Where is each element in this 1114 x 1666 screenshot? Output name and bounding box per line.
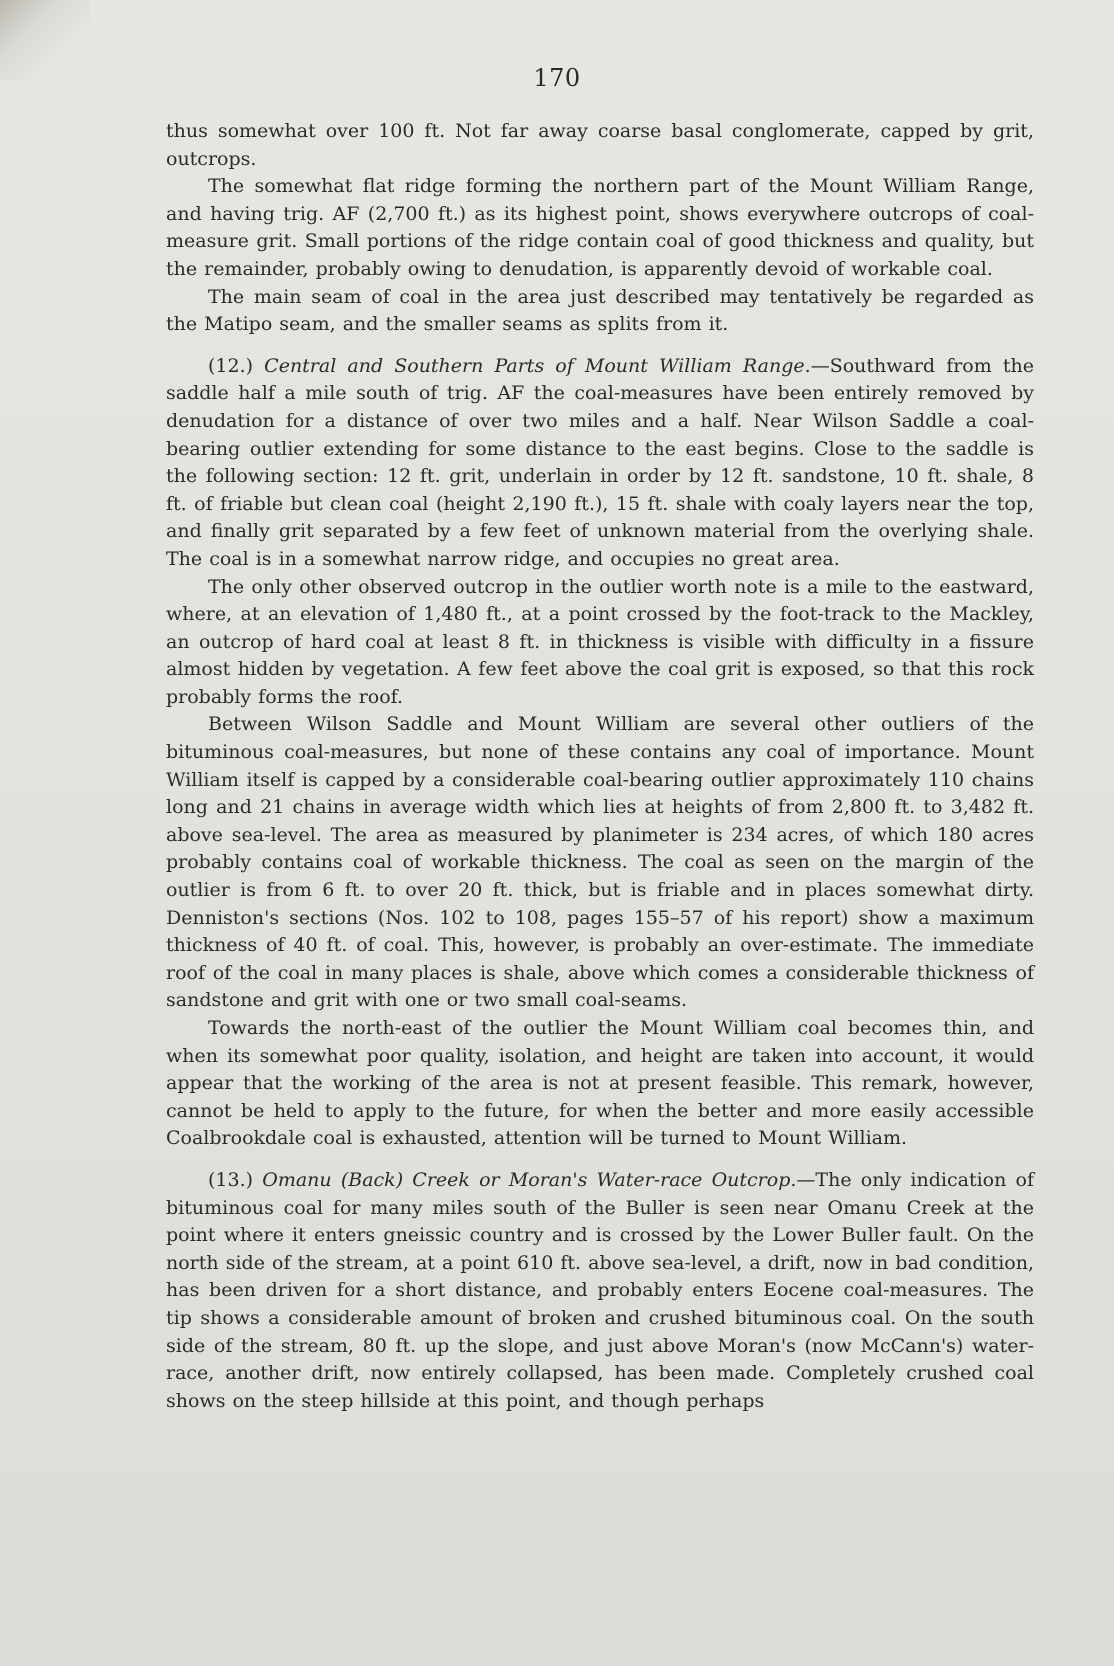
paragraph-7: Towards the north-east of the outlier the Mount William coal becomes thin, and when its somewhat poor quality, isolation, and height are taken into account, it would appear that the working of the area is not at present feasible. This remark, however, cannot be held to apply to the future, for when the better and more easily accessible Coalbrookdale coal is exhausted, attention will be turned to Mount William. bbox=[166, 1017, 1034, 1150]
paragraph-1: thus somewhat over 100 ft. Not far away coarse basal conglomerate, capped by grit, outcrops. bbox=[166, 120, 1034, 170]
paragraph-8-text: —The only indication of bituminous coal for many miles south of the Buller is seen near Omanu Creek at the point where it enters gneissic country and is crossed by the Lower Buller fault. On the north side of the stream, at a point 610 ft. above sea-level, a drift, now in bad condition, has been driven for a short distance, and probably enters Eocene coal-measures. The tip shows a considerable amount of broken and crushed bituminous coal. On the south side of the stream, 80 ft. up the slope, and just above Moran's (now McCann's) water-race, another drift, now entirely collapsed, has been made. Completely crushed coal shows on the steep hillside at this point, and though perhaps bbox=[166, 1168, 1034, 1412]
section-number-13: (13.) bbox=[208, 1168, 254, 1191]
section-heading-13: Omanu (Back) Creek or Moran's Water-race Outcrop. bbox=[262, 1168, 797, 1191]
paragraph-5: The only other observed outcrop in the outlier worth note is a mile to the eastward, where, at an elevation of 1,480 ft., at a point crossed by the foot-track to the Mackley, an outcrop of hard coal at least 8 ft. in thickness is visible with difficulty in a fissure almost hidden by vegetation. A few feet above the coal grit is exposed, so that this rock probably forms the roof. bbox=[166, 575, 1034, 708]
section-heading-12: Central and Southern Parts of Mount William Range. bbox=[264, 354, 811, 377]
paragraph-2: The somewhat flat ridge forming the northern part of the Mount William Range, and having trig. AF (2,700 ft.) as its highest point, shows everywhere outcrops of coal-measure grit. Small portions of the ridge contain coal of good thickness and quality, but the remainder, probably owing to denudation, is apparently devoid of workable coal. bbox=[166, 175, 1034, 280]
paragraph-4 bbox=[166, 353, 1034, 574]
paragraph-8 bbox=[166, 1167, 1034, 1415]
paragraph-6: Between Wilson Saddle and Mount William are several other outliers of the bituminous coal-measures, but none of these contains any coal of importance. Mount William itself is capped by a considerable coal-bearing outlier approximately 110 chains long and 21 chains in average width which lies at heights of from 2,800 ft. to 3,482 ft. above sea-level. The area as measured by planimeter is 234 acres, of which 180 acres probably contains coal of workable thickness. The coal as seen on the margin of the outlier is from 6 ft. to over 20 ft. thick, but is friable and in places somewhat dirty. Denniston's sections (Nos. 102 to 108, pages 155–57 of his report) show a maximum thickness of 40 ft. of coal. This, however, is probably an over-estimate. The immediate roof of the coal in many places is shale, above which comes a considerable thickness of sandstone and grit with one or two small coal-seams. bbox=[166, 713, 1034, 1012]
paragraph-4-text: —Southward from the saddle half a mile south of trig. AF the coal-measures have been entirely removed by denudation for a distance of over two miles and a half. Near Wilson Saddle a coal-bearing outlier extending for some distance to the east begins. Close to the saddle is the following section: 12 ft. grit, underlain in order by 12 ft. sandstone, 10 ft. shale, 8 ft. of friable but clean coal (height 2,190 ft.), 15 ft. shale with coaly layers near the top, and finally grit separated by a few feet of unknown material from the overlying shale. The coal is in a somewhat narrow ridge, and occupies no great area. bbox=[166, 354, 1034, 570]
body-text bbox=[166, 118, 1034, 1415]
page-number: 170 bbox=[533, 64, 581, 92]
section-number-12: (12.) bbox=[208, 354, 254, 377]
paragraph-3: The main seam of coal in the area just described may tentatively be regarded as the Matipo seam, and the smaller seams as splits from it. bbox=[166, 285, 1034, 336]
